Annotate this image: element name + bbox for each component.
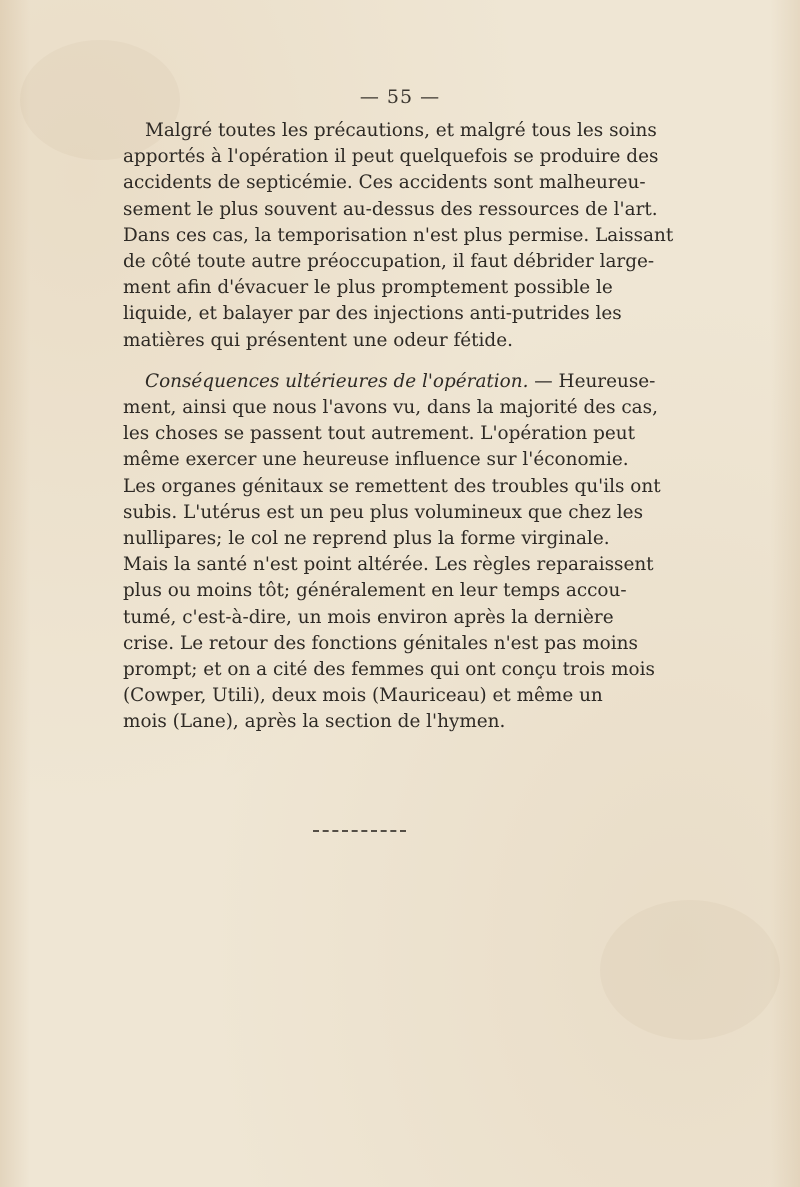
text-line: Dans ces cas, la temporisation n'est plus permise. Laissant — [123, 224, 674, 246]
text-line: crise. Le retour des fonctions génitales n'est pas moins — [123, 632, 638, 654]
text-line: tumé, c'est-à-dire, un mois environ après la dernière — [123, 606, 614, 628]
text-line: les choses se passent tout autrement. L'opération peut — [123, 423, 635, 445]
text-line: subis. L'utérus est un peu plus volumineux que chez les — [123, 501, 644, 523]
text-line: nullipares; le col ne reprend plus la forme virginale. — [123, 528, 610, 550]
text-line: (Cowper, Utili), deux mois (Mauriceau) et même un — [123, 685, 603, 707]
paragraph-1 — [123, 118, 674, 354]
page-number: — 55 — — [359, 86, 441, 108]
text-line: prompt; et on a cité des femmes qui ont conçu trois mois — [123, 659, 655, 681]
text-line: même exercer une heureuse influence sur l'économie. — [123, 449, 629, 471]
text-line: Mais la santé n'est point altérée. Les règles reparaissent — [123, 554, 654, 576]
text-line: ment afin d'évacuer le plus promptement possible le — [123, 277, 613, 299]
text-line: plus ou moins tôt; généralement en leur temps accou- — [123, 580, 627, 602]
text-line: matières qui présentent une odeur fétide. — [123, 329, 513, 351]
text-line-first — [123, 369, 656, 395]
text-line: ment, ainsi que nous l'avons vu, dans la majorité des cas, — [123, 397, 658, 419]
text-line: de côté toute autre préoccupation, il faut débrider large- — [123, 251, 655, 273]
text-line: accidents de septicémie. Ces accidents sont malheureu- — [123, 172, 646, 194]
paragraph-2 — [123, 369, 661, 736]
paper-stain — [600, 900, 780, 1040]
section-heading: Conséquences ultérieures de l'opération. — [145, 370, 529, 392]
text-line: mois (Lane), après la section de l'hymen. — [123, 711, 506, 733]
text-line: liquide, et balayer par des injections anti-putrides les — [123, 303, 622, 325]
text-line: Les organes génitaux se remettent des troubles qu'ils ont — [123, 475, 661, 497]
text-line: Malgré toutes les précautions, et malgré tous les soins — [145, 120, 657, 141]
end-rule — [313, 830, 406, 832]
text-line: sement le plus souvent au-dessus des ressources de l'art. — [123, 198, 658, 220]
heading-continuation: — Heureuse- — [528, 370, 656, 392]
body-text — [123, 118, 674, 736]
text-line: apportés à l'opération il peut quelquefois se produire des — [123, 146, 659, 168]
